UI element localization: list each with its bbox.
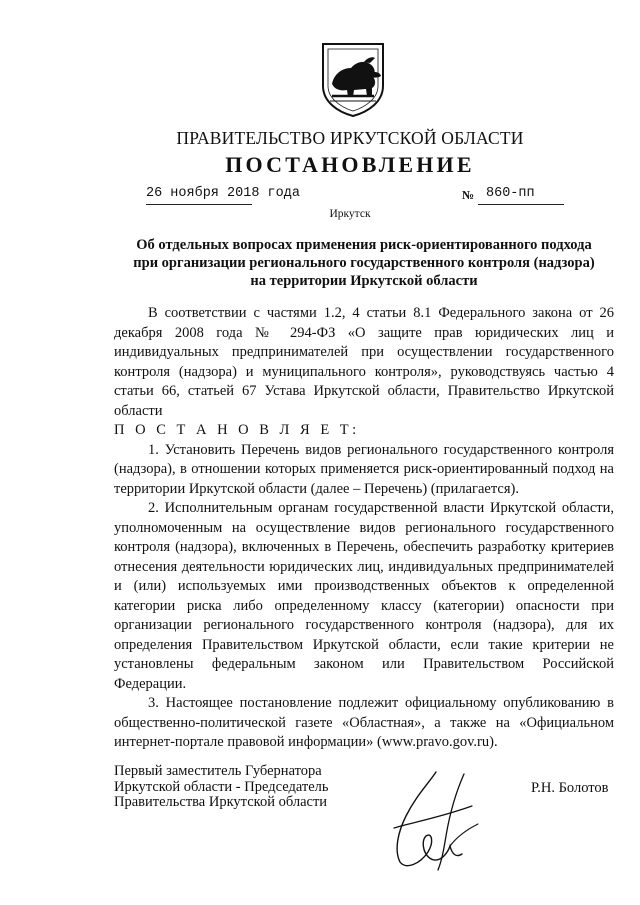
- position-line: Иркутской области - Председатель: [114, 778, 329, 795]
- resolution-item: 1. Установить Перечень видов регионального государственного контроля (надзора), в отношении которых применяется риск-ориентированный подход на территории Иркутской области (далее – Перечень) (прилагается).: [114, 441, 614, 497]
- document-type: ПОСТАНОВЛЕНИЕ: [225, 152, 475, 177]
- document-number: 860-пп: [486, 186, 535, 201]
- date-underline: [146, 204, 252, 205]
- title-line: на территории Иркутской области: [250, 273, 478, 289]
- resolution-item: 3. Настоящее постановление подлежит официальному опубликованию в общественно-политической газете «Областная», а также на «Официальном интернет-портале правовой информации» (www.pravo.gov.ru).: [114, 695, 614, 750]
- government-name: ПРАВИТЕЛЬСТВО ИРКУТСКОЙ ОБЛАСТИ: [176, 128, 524, 148]
- handwritten-signature-icon: [376, 766, 488, 878]
- preamble-paragraph: В соответствии с частями 1.2, 4 статьи 8.1 Федерального закона от 26 декабря 2008 года № 294-ФЗ «О защите прав юридических лиц и индивидуальных предпринимателей при осуществлении государственного контроля (надзора) и муниципального контроля», руководствуясь частью 4 статьи 66, статьей 67 Устава Иркутской области, Правительство Иркутской области: [114, 305, 614, 419]
- city-name: Иркутск: [329, 208, 371, 220]
- title-line: Об отдельных вопросах применения риск-ориентированного подхода: [136, 237, 592, 253]
- signatory-name: Р.Н. Болотов: [531, 780, 609, 796]
- coat-of-arms-icon: [318, 40, 388, 118]
- title-line: при организации регионального государственного контроля (надзора): [133, 255, 595, 271]
- resolves-heading: П О С Т А Н О В Л Я Е Т:: [114, 422, 360, 438]
- signatory-position: [114, 764, 329, 811]
- number-label: №: [462, 188, 475, 202]
- resolution-item: 2. Исполнительным органам государственной власти Иркутской области, уполномоченным на осуществление видов регионального государственного контроля (надзора), включенных в Перечень, обеспечить разработку критериев отнесения деятельности юридических лиц, индивидуальных предпринимателей и (или) используемых ими производственных объектов к определенной категории риска либо определенному классу (категории) опасности при организации регионального государственного контроля (надзора), для их определения Правительством Иркутской области, если такие критерии не установлены федеральным законом или Правительством Российской Федерации.: [114, 500, 614, 692]
- number-underline: [478, 204, 564, 205]
- document-body: [114, 304, 614, 753]
- document-title: [114, 236, 614, 290]
- position-line: Первый заместитель Губернатора: [114, 763, 322, 779]
- document-date: 26 ноября 2018 года: [146, 186, 300, 201]
- position-line: Правительства Иркутской области: [114, 794, 328, 810]
